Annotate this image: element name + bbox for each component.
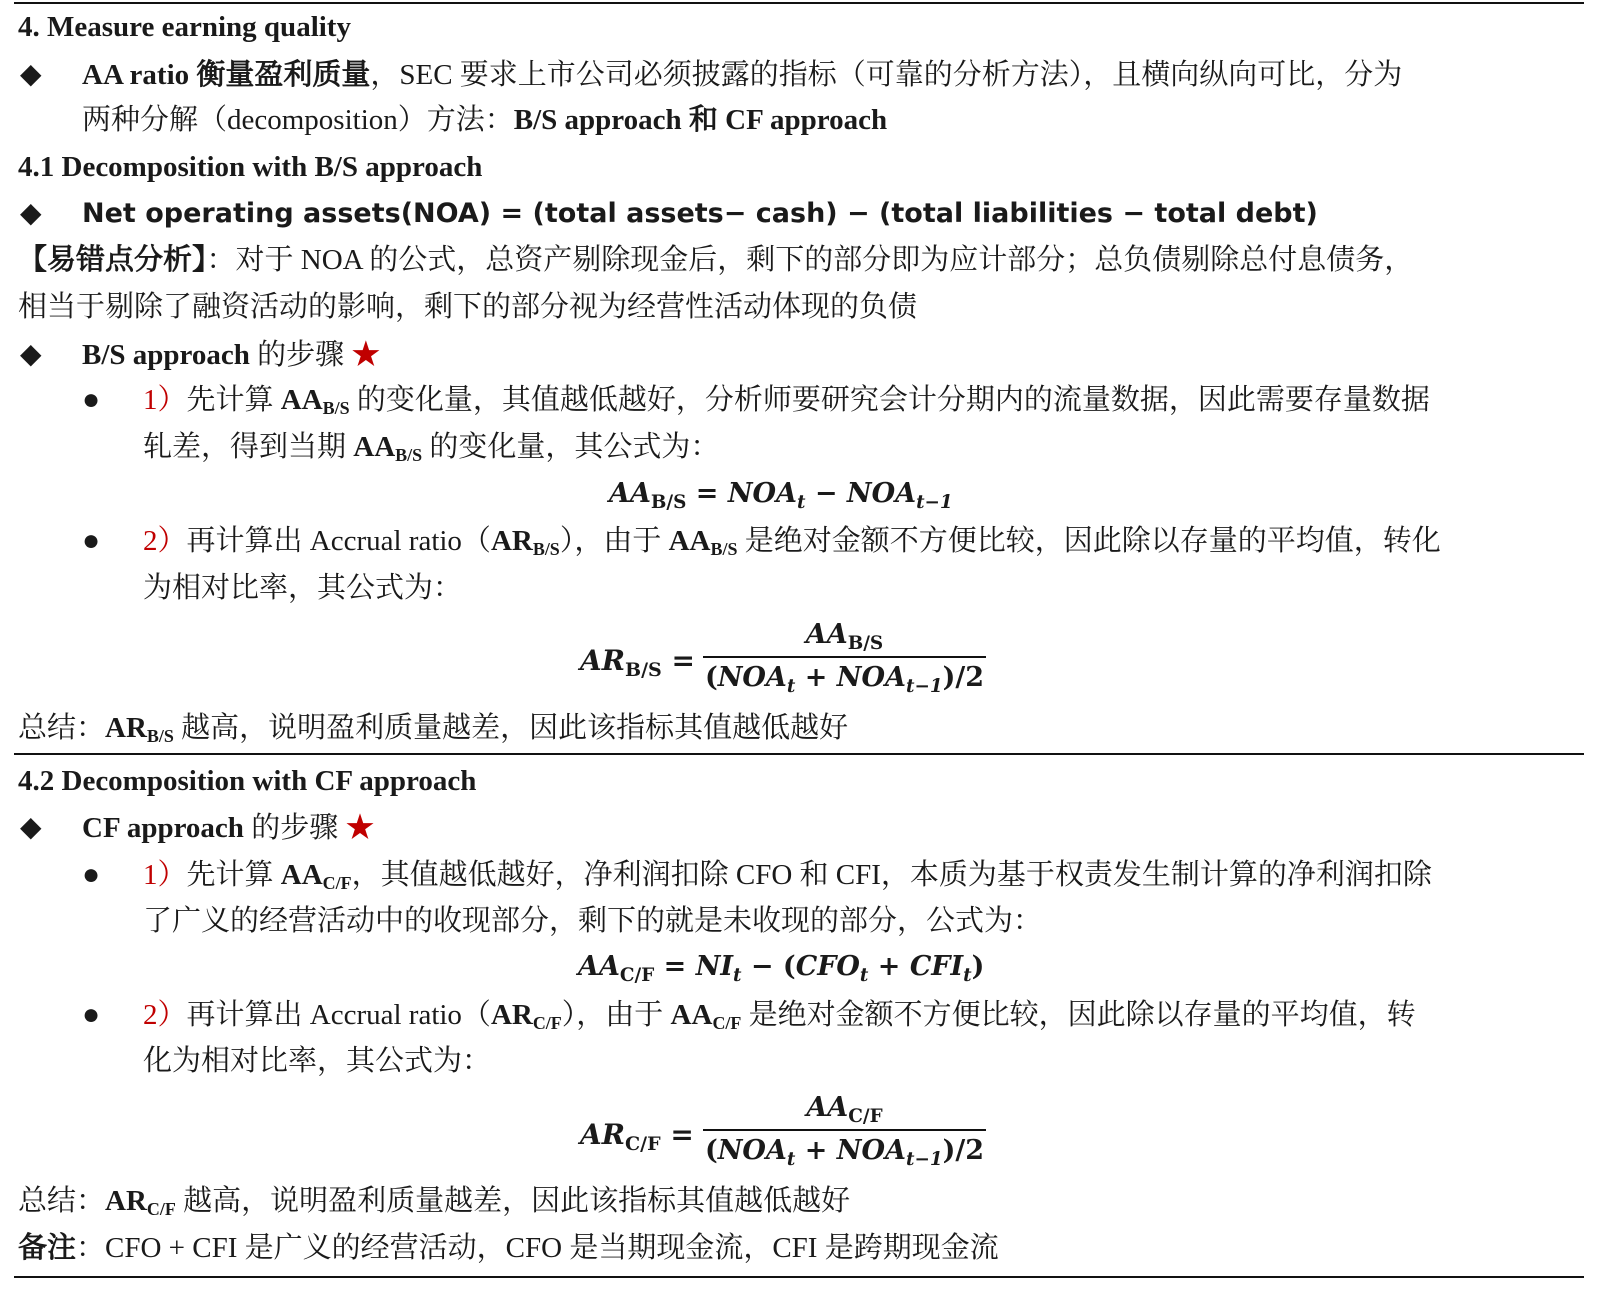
section-4-1-title: 4.1 Decomposition with B/S approach (18, 151, 483, 183)
equation-ar-bs-lhs: $AR_{B/S}$ = (580, 644, 695, 682)
fraction-bar (703, 656, 986, 658)
aa-ratio-line-2 (82, 102, 887, 138)
bs-step-2-line-1 (143, 523, 1441, 567)
noa-definition: Net operating assets(NOA) = (total assets− cash) − (total liabilities − total debt) (82, 198, 1318, 229)
note-line (18, 1230, 999, 1266)
summary-label: 总结： (18, 1185, 106, 1217)
cf-step-2-line-1 (143, 997, 1416, 1041)
aa-subscript: C/F (322, 873, 352, 894)
equation-aa-cf: $AA_{C/F} = NI_t - (CFO_t + CFI_t)$ (578, 951, 985, 986)
divider-rule (14, 753, 1584, 755)
fraction-numerator: $AA_{C/F}$ (806, 1092, 883, 1127)
section-4-title: 4. Measure earning quality (18, 11, 351, 43)
bottom-rule (14, 1276, 1584, 1278)
fraction-bar (703, 1129, 986, 1131)
diamond-bullet-icon: ◆ (20, 198, 42, 229)
dot-bullet-icon: ● (82, 998, 101, 1031)
step-text: 轧差，得到当期 (143, 431, 354, 463)
step-text: 是绝对金额不方便比较，因此除以存量的平均值，转 (741, 999, 1416, 1031)
ar-term: AR (105, 712, 147, 744)
bs-step-1-line-1 (143, 382, 1430, 426)
fraction-denominator: $(NOA_t + NOA_{t-1})/2$ (704, 1134, 985, 1170)
steps-label: 的步骤 (249, 339, 352, 371)
step-text: 的变化量，其值越低越好，分析师要研究会计分期内的流量数据，因此需要存量数据 (349, 384, 1430, 416)
error-analysis-line-2: 相当于剔除了融资活动的影响，剩下的部分视为经营性活动体现的负债 (18, 291, 918, 323)
ar-term: AR (490, 525, 533, 557)
equation-ar-cf-fraction (703, 1092, 986, 1170)
step-text: 先计算 (186, 384, 281, 416)
dot-bullet-icon: ● (82, 524, 101, 557)
error-analysis-tag: 【易错点分析】 (18, 244, 207, 276)
step-text: ），由于 (559, 525, 669, 557)
approaches-text: B/S approach 和 CF approach (513, 104, 888, 136)
decomposition-text: 两种分解（decomposition）方法： (82, 104, 514, 136)
equation-ar-bs-fraction (703, 619, 986, 697)
cf-steps-heading (82, 810, 374, 846)
diamond-bullet-icon: ◆ (20, 339, 42, 370)
step-text: 再计算出 Accrual ratio（ (186, 525, 491, 557)
cf-step-2-line-2: 化为相对比率，其公式为： (143, 1045, 492, 1077)
bs-step-1-line-2 (143, 429, 719, 473)
dot-bullet-icon: ● (82, 383, 101, 416)
aa-term: AA (353, 431, 396, 463)
ar-subscript: B/S (146, 726, 174, 747)
step-text: 是绝对金额不方便比较，因此除以存量的平均值，转化 (737, 525, 1441, 557)
diamond-bullet-icon: ◆ (20, 812, 42, 843)
error-analysis-text: ：对于 NOA 的公式，总资产剔除现金后，剩下的部分即为应计部分；总负债剔除总付息债务， (206, 244, 1414, 276)
step-number: 2） (143, 525, 187, 557)
step-text: ），由于 (561, 999, 671, 1031)
cf-step-1-line-1 (143, 857, 1432, 901)
aa-ratio-rest: ，SEC 要求上市公司必须披露的指标（可靠的分析方法），且横向纵向可比，分为 (370, 59, 1403, 91)
aa-ratio-lead: AA ratio 衡量盈利质量 (82, 59, 371, 91)
aa-subscript: B/S (395, 445, 423, 466)
aa-subscript: B/S (710, 539, 738, 560)
ar-subscript: B/S (532, 539, 560, 560)
bs-approach-label: B/S approach (82, 339, 250, 371)
aa-term: AA (668, 525, 711, 557)
section-4-2-title: 4.2 Decomposition with CF approach (18, 765, 477, 797)
aa-subscript: B/S (322, 398, 350, 419)
cf-step-1-line-2: 了广义的经营活动中的收现部分，剩下的就是未收现的部分，公式为： (143, 905, 1043, 937)
diamond-bullet-icon: ◆ (20, 59, 42, 90)
fraction-numerator: $AA_{B/S}$ (805, 619, 884, 654)
step-text: ，其值越低越好，净利润扣除 CFO 和 CFI，本质为基于权责发生制计算的净利润扣除 (351, 859, 1432, 891)
aa-term: AA (670, 999, 713, 1031)
ar-subscript: C/F (146, 1199, 176, 1220)
bs-summary (18, 710, 848, 754)
star-icon: ★ (345, 812, 375, 844)
top-rule (14, 2, 1584, 4)
ar-term: AR (105, 1185, 147, 1217)
summary-text: 越高，说明盈利质量越差，因此该指标其值越低越好 (173, 712, 849, 744)
step-text: 先计算 (186, 859, 281, 891)
equation-aa-bs: $AA_{B/S} = NOA_t - NOA_{t-1}$ (609, 478, 953, 513)
step-text: 的变化量，其公式为： (422, 431, 720, 463)
note-label: 备注 (18, 1232, 77, 1264)
aa-term: AA (280, 384, 323, 416)
steps-label: 的步骤 (243, 812, 346, 844)
ar-subscript: C/F (532, 1013, 562, 1034)
note-text: ：CFO + CFI 是广义的经营活动，CFO 是当期现金流，CFI 是跨期现金流 (76, 1232, 999, 1264)
fraction-denominator: $(NOA_t + NOA_{t-1})/2$ (704, 661, 985, 697)
step-number: 1） (143, 859, 187, 891)
summary-label: 总结： (18, 712, 106, 744)
step-number: 2） (143, 999, 187, 1031)
bs-steps-heading (82, 337, 380, 373)
cf-summary (18, 1183, 850, 1227)
aa-term: AA (280, 859, 323, 891)
star-icon: ★ (351, 339, 381, 371)
summary-text: 越高，说明盈利质量越差，因此该指标其值越低越好 (175, 1185, 851, 1217)
aa-subscript: C/F (712, 1013, 742, 1034)
step-number: 1） (143, 384, 187, 416)
dot-bullet-icon: ● (82, 858, 101, 891)
step-text: 再计算出 Accrual ratio（ (186, 999, 491, 1031)
error-analysis-line-1 (18, 242, 1413, 278)
equation-ar-cf-lhs: $AR_{C/F}$ = (580, 1118, 694, 1156)
ar-term: AR (490, 999, 533, 1031)
bs-step-2-line-2: 为相对比率，其公式为： (143, 572, 463, 604)
cf-approach-label: CF approach (82, 812, 244, 844)
aa-ratio-line-1 (82, 57, 1402, 93)
